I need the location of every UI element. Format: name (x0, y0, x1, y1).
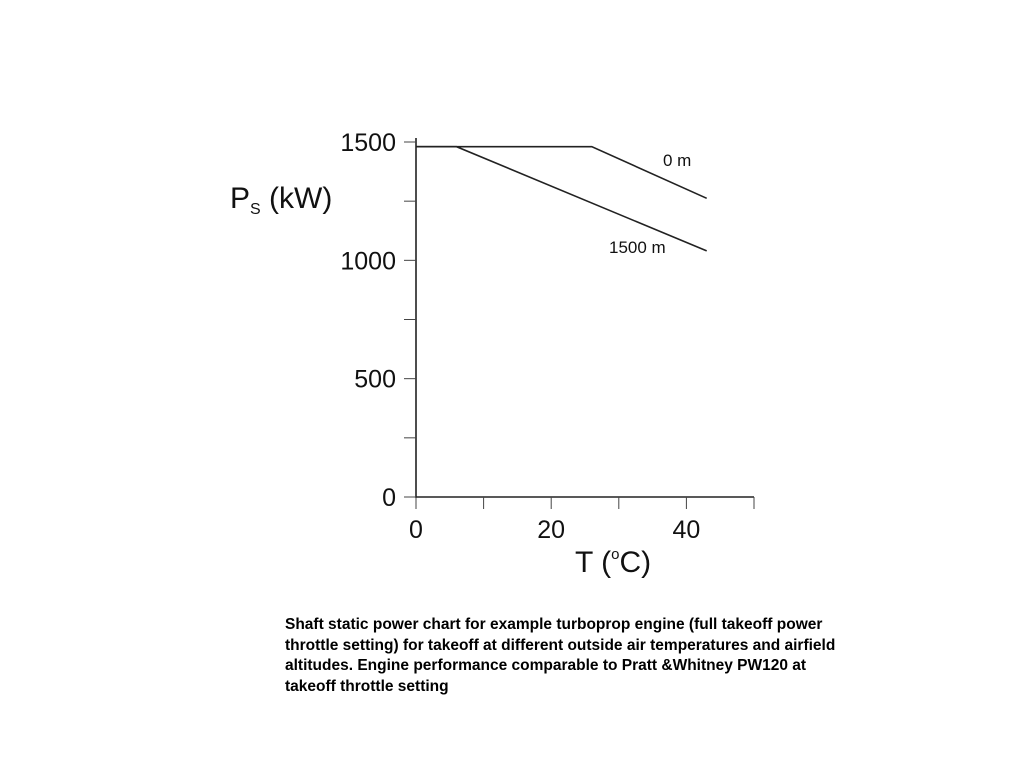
series-label-0m: 0 m (663, 151, 692, 170)
x-axis-title (575, 546, 651, 579)
series-label-1500m: 1500 m (609, 238, 666, 257)
x-tick-label: 40 (672, 516, 701, 544)
y-tick-label: 0 (382, 484, 396, 512)
y-axis-unit: (kW) (260, 182, 333, 215)
figure-caption: Shaft static power chart for example turboprop engine (full takeoff power throttle setting) for takeoff at different outside air temperatures and airfield altitudes. Engine performance comparable to Pratt &Whitney PW120 at takeoff throttle setting (285, 616, 836, 695)
y-tick-label: 500 (354, 365, 396, 394)
y-ticks (340, 129, 416, 512)
y-axis-subscript: S (250, 201, 261, 218)
x-axis-label: T ( (575, 546, 612, 579)
y-axis-symbol: P (230, 182, 251, 215)
x-axis-unit: C) (619, 546, 652, 579)
x-tick-label: 20 (537, 516, 566, 544)
y-tick-label: 1000 (340, 247, 396, 276)
x-ticks (409, 497, 754, 544)
x-axis-degree: o (611, 546, 620, 563)
y-tick-label: 1500 (340, 129, 396, 157)
x-tick-label: 0 (409, 516, 423, 544)
y-axis-title (230, 182, 332, 218)
